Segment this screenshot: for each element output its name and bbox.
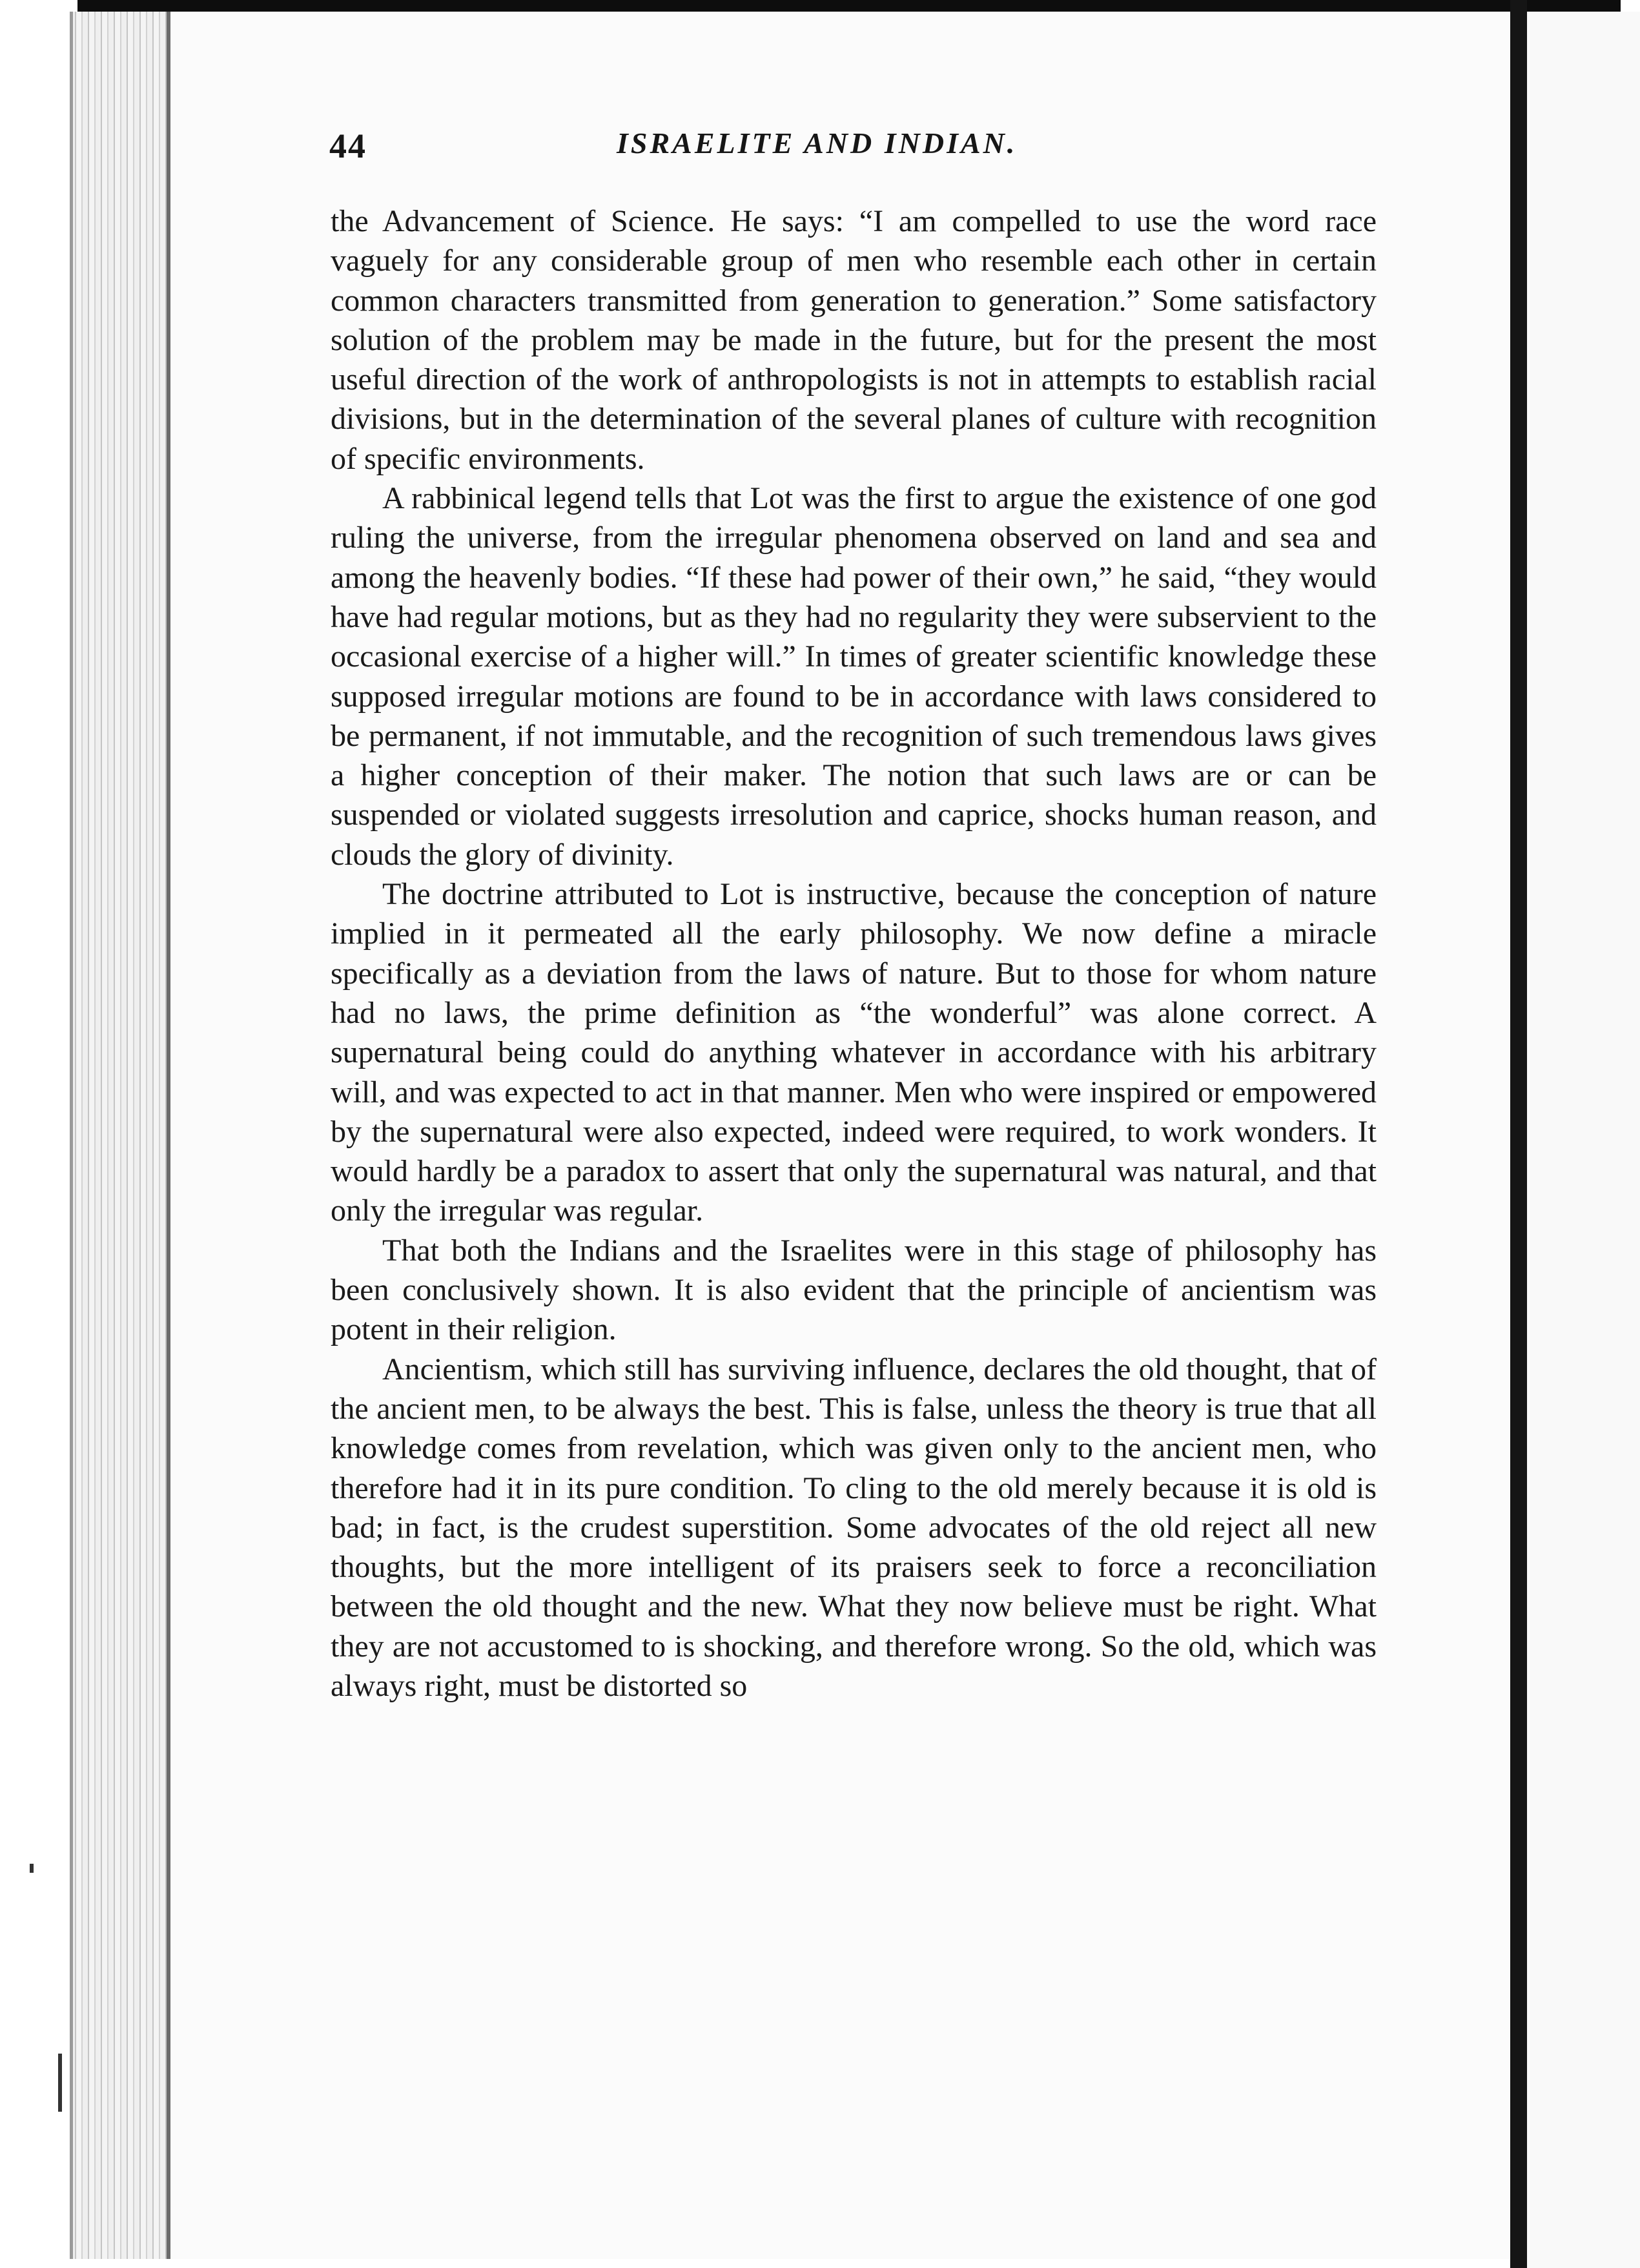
stacked-page-edges bbox=[70, 12, 167, 2259]
paragraph: A rabbinical legend tells that Lot was the first to argue the existence of one god ruling the universe, from the irregular phenomena observed on land and sea and among the heavenly bodies. “If these had power of their own,” he said, “they would have had regular motions, but as they had no regularity they were subservient to the occasional exercise of a higher will.” In times of greater scientific knowledge these supposed irregular motions are found to be in accordance with laws considered to be permanent, if not immutable, and the recognition of such tremendous laws gives a higher conception of their maker. The notion that such laws are or can be suspended or violated suggests irresolution and caprice, shocks human reason, and clouds the glory of divinity. bbox=[331, 481, 1377, 872]
paragraph: The doctrine attributed to Lot is instructive, because the conception of nature implied in it permeated all the early philosophy. We now define a miracle specifically as a deviation from the laws of nature. But to those for whom nature had no laws, the prime definition as “the wonderful” was alone correct. A supernatural being could do anything whatever in accordance with his arbitrary will, and was expected to act in that manner. Men who were inspired or empowered by the supernatural were also expected, indeed were required, to work wonders. It would hardly be a paradox to assert that only the supernatural was natural, and that only the irregular was regular. bbox=[331, 877, 1377, 1228]
scan-top-border bbox=[77, 0, 1621, 12]
running-head bbox=[329, 126, 1375, 178]
paragraph: Ancientism, which still has surviving influence, declares the old thought, that of the ancient men, to be always the best. This is false, unless the theory is true that all knowledge comes from revelation, which was given only to the ancient men, who therefore had it in its pure condition. To cling to the old merely because it is old is bad; in fact, is the crudest superstition. Some advocates of the old reject all new thoughts, but the more intelligent of its praisers seek to force a reconciliation between the old thought and the new. What they now believe must be right. What they are not accustomed to is shocking, and therefore wrong. So the old, which was always right, must be distorted so bbox=[331, 1352, 1377, 1703]
binding-shadow bbox=[1510, 0, 1527, 2268]
page-edge-line bbox=[70, 12, 73, 2259]
paragraph: That both the Indians and the Israelites were in this stage of philosophy has been conclusively shown. It is also evident that the principle of ancientism was potent in their religion. bbox=[331, 1233, 1377, 1347]
page-number: 44 bbox=[329, 127, 367, 165]
paragraph: the Advancement of Science. He says: “I am compelled to use the word race vaguely for any considerable group of men who resemble each other in certain common characters transmitted from generation to generation.” Some satisfactory solution of the problem may be made in the future, but for the present the most useful direction of the work of anthropologists is not in attempts to establish racial divisions, but in the determination of the several planes of culture with recognition of specific environments. bbox=[331, 204, 1377, 476]
body-text bbox=[331, 201, 1377, 1706]
margin-speck bbox=[30, 1864, 34, 1873]
facing-page-strip bbox=[1527, 12, 1640, 2268]
running-title: ISRAELITE AND INDIAN. bbox=[617, 127, 1018, 160]
margin-speck bbox=[58, 2054, 62, 2112]
